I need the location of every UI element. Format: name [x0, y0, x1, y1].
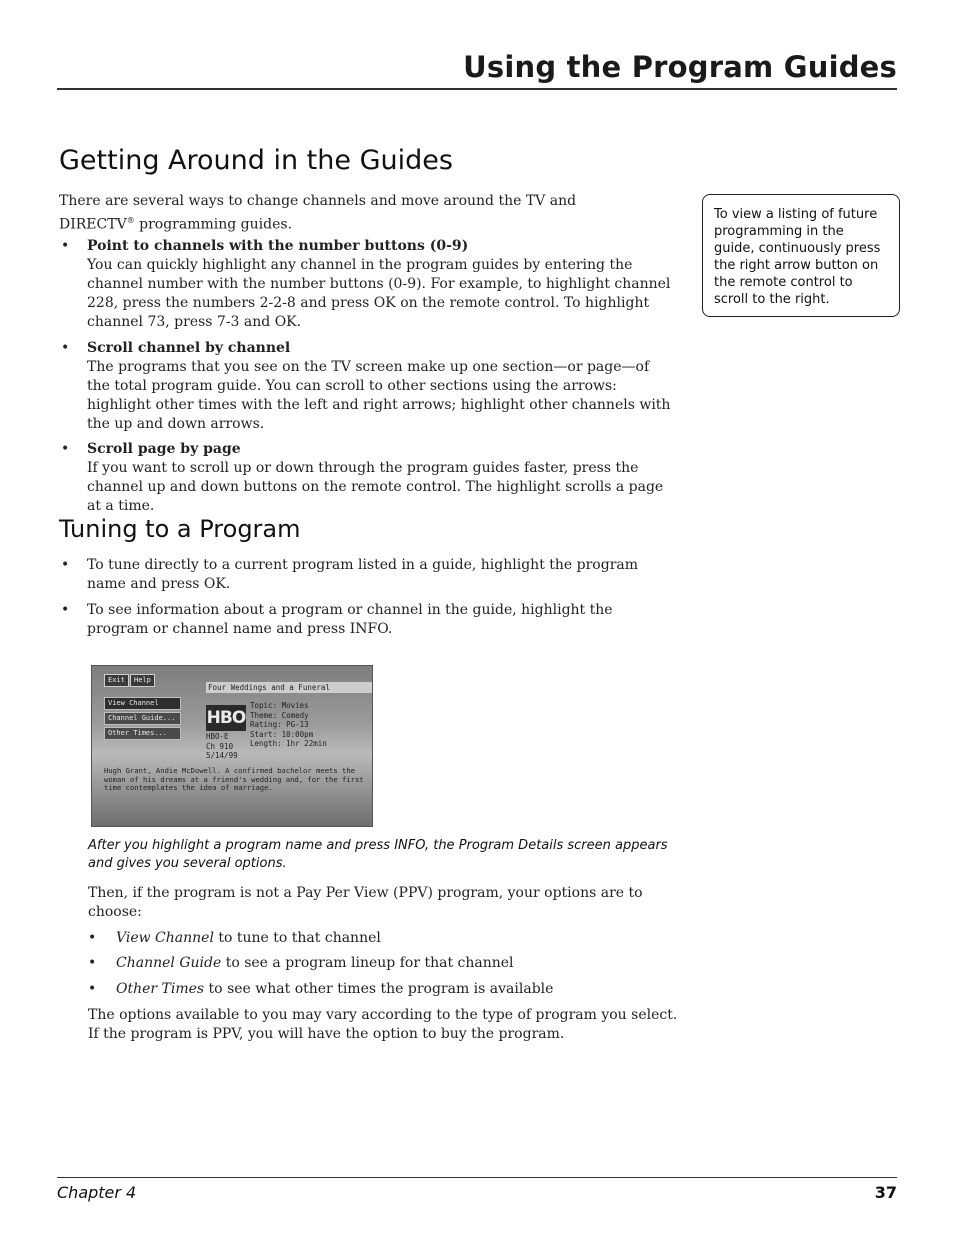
- bullet-dot: •: [61, 340, 70, 356]
- page-number: 37: [874, 1183, 897, 1202]
- section-heading: Tuning to a Program: [59, 515, 301, 543]
- page-heading: Getting Around in the Guides: [59, 145, 453, 176]
- sidebar-note: To view a listing of future programming in the guide, continuously press the right arrow button on the remote control to scroll to the right.: [702, 194, 900, 317]
- bullet-dot: •: [61, 238, 70, 254]
- section-title: Using the Program Guides: [463, 50, 897, 84]
- bullet-dot: •: [88, 955, 97, 971]
- detail-start: Start: 10:00pm: [250, 729, 314, 739]
- bullet-dot: •: [61, 602, 70, 618]
- channel-number: Ch 910: [206, 741, 234, 751]
- bullet-dot: •: [88, 981, 97, 997]
- bullet-dot: •: [61, 441, 70, 457]
- option-desc: to see a program lineup for that channel: [221, 955, 514, 971]
- air-date: 5/14/99: [206, 751, 238, 760]
- detail-topic: Topic: Movies: [250, 701, 309, 710]
- bullet-text: You can quickly highlight any channel in the program guides by entering the channel number with the number buttons (0-9). For example, to highlight channel 228, press the numbers 2-2-8 and press OK on the remote control. To highlight channel 73, press 7-3 and OK.: [87, 257, 671, 330]
- footer-rule: [57, 1177, 897, 1178]
- bullet-title: Scroll page by page: [87, 441, 241, 457]
- list-item: [88, 980, 678, 999]
- bullet-text: The programs that you see on the TV screen make up one section—or page—of the total program guide. You can scroll to other sections using the arrows: highlight other times with the left and right arrows; highlight other channels with the up and down arrows.: [87, 359, 671, 432]
- exit-button: Exit: [104, 674, 129, 687]
- bullet-text: To tune directly to a current program listed in a guide, highlight the program name and press OK.: [87, 557, 639, 592]
- option-name: Other Times: [116, 981, 205, 997]
- bullet-dot: •: [61, 557, 70, 573]
- program-description: Hugh Grant, Andie McDowell. A confirmed bachelor meets the woman of his dreams at a friend's wedding and, for the first time contemplates the idea of marriage.: [104, 766, 364, 793]
- screenshot-caption: After you highlight a program name and press INFO, the Program Details screen appears and gives you several options.: [88, 838, 668, 871]
- chapter-label: Chapter 4: [57, 1183, 137, 1202]
- option-name: Channel Guide: [116, 955, 222, 971]
- list-item: [59, 339, 673, 434]
- list-item: [59, 237, 673, 332]
- bullet-title: Scroll channel by channel: [87, 340, 291, 356]
- bullet-text: If you want to scroll up or down through the program guides faster, press the channel up and down buttons on the remote control. The highlight scrolls a page at a time.: [87, 460, 664, 514]
- bullet-title: Point to channels with the number buttons (0-9): [87, 238, 469, 254]
- intro-paragraph: [59, 192, 649, 235]
- intro-text: There are several ways to change channels and move around the TV and DIRECTV: [59, 193, 577, 233]
- list-item: [59, 440, 673, 516]
- intro-text-end: programming guides.: [134, 216, 293, 233]
- detail-length: Length: 1hr 22min: [250, 739, 327, 748]
- options-intro: Then, if the program is not a Pay Per View (PPV) program, your options are to choose:: [88, 885, 643, 920]
- header-rule: [57, 88, 897, 90]
- detail-rating: Rating: PG-13: [250, 720, 309, 729]
- bullet-text: To see information about a program or channel in the guide, highlight the program or channel name and press INFO.: [87, 602, 613, 637]
- program-title: Four Weddings and a Funeral: [206, 682, 372, 693]
- option-desc: to tune to that channel: [213, 930, 381, 946]
- help-button: Help: [130, 674, 155, 687]
- list-item: [59, 601, 673, 639]
- menu-item-view-channel: View Channel: [104, 697, 181, 710]
- option-name: View Channel: [116, 930, 214, 946]
- closing-paragraph: The options available to you may vary according to the type of program you select. If the program is PPV, you will have the option to buy the program.: [88, 1007, 678, 1042]
- list-item: [59, 556, 673, 594]
- bullet-dot: •: [88, 930, 97, 946]
- list-item: [88, 929, 678, 948]
- channel-info: [206, 732, 238, 761]
- channel-name: HBO-E: [206, 732, 229, 741]
- registered-mark: ®: [126, 216, 135, 225]
- program-details: [250, 701, 327, 749]
- program-details-screenshot: [91, 665, 373, 827]
- hbo-logo: HBO: [206, 705, 246, 731]
- option-desc: to see what other times the program is available: [204, 981, 554, 997]
- detail-theme: Theme: Comedy: [250, 710, 309, 720]
- menu-item-channel-guide: Channel Guide...: [104, 712, 181, 725]
- list-item: [88, 954, 678, 973]
- menu-item-other-times: Other Times...: [104, 727, 181, 740]
